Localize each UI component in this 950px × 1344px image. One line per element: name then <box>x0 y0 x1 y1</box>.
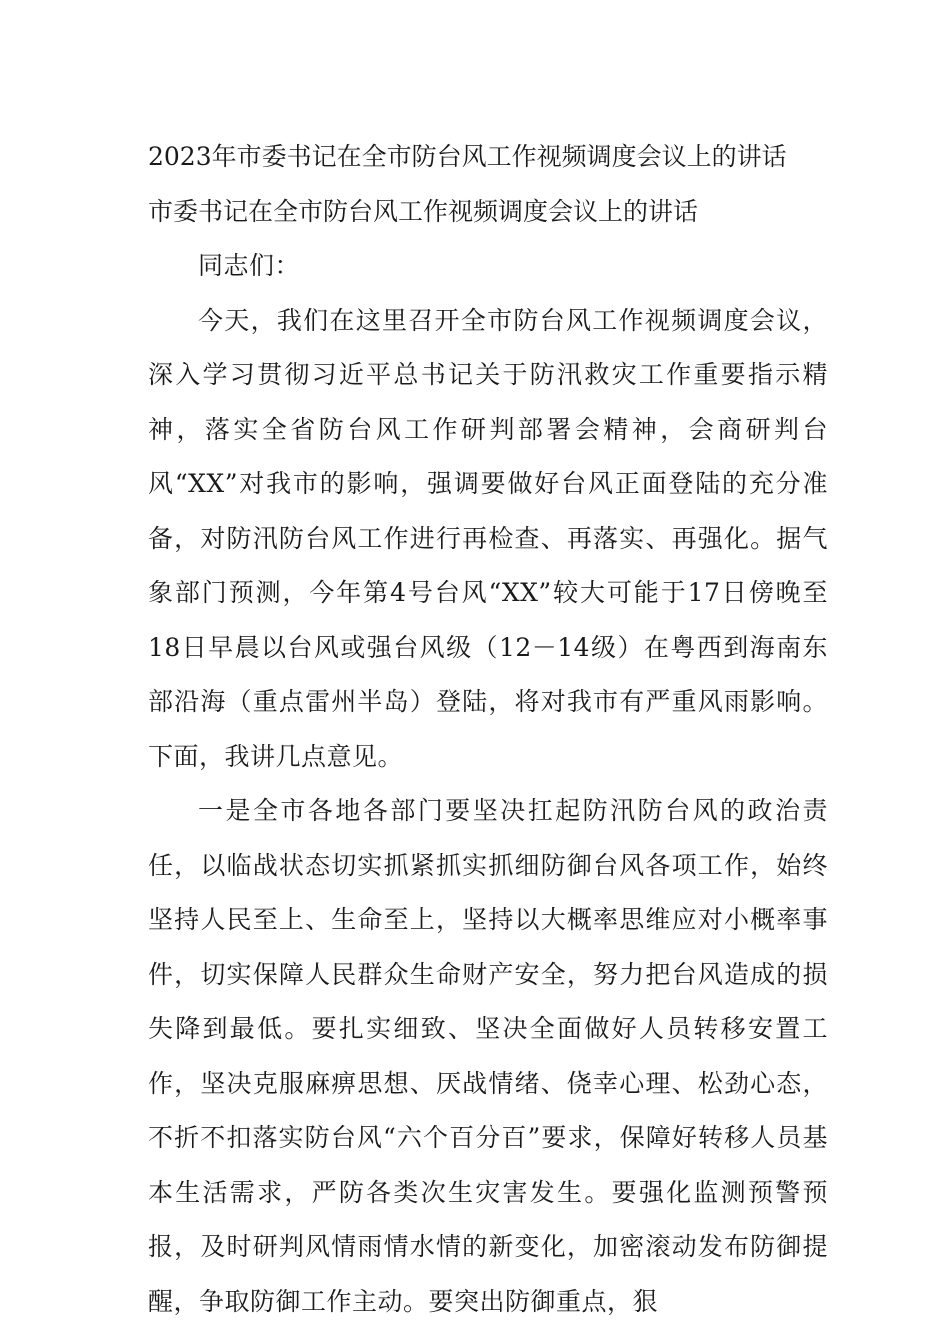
document-body <box>148 130 828 1329</box>
document-title: 2023年市委书记在全市防台风工作视频调度会议上的讲话 <box>148 142 787 171</box>
paragraph-point-one: 一是全市各地各部门要坚决扛起防汛防台风的政治责任，以临战状态切实抓紧抓实抓细防御台风各项工作，始终坚持人民至上、生命至上，坚持以大概率思维应对小概率事件，切实保障人民群众生命财产安全，努力把台风造成的损失降到最低。要扎实细致、坚决全面做好人员转移安置工作，坚决克服麻痹思想、厌战情绪、侥幸心理、松劲心态，不折不扣落实防台风“六个百分百”要求，保障好转移人员基本生活需求，严防各类次生灾害发生。要强化监测预警预报，及时研判风情雨情水情的新变化，加密滚动发布防御提醒，争取防御工作主动。要突出防御重点，狠 <box>148 796 828 1316</box>
salutation: 同志们： <box>198 251 301 280</box>
document-subtitle: 市委书记在全市防台风工作视频调度会议上的讲话 <box>148 196 699 226</box>
paragraph-intro: 今天，我们在这里召开全市防台风工作视频调度会议，深入学习贯彻习近平总书记关于防汛救灾工作重要指示精神，落实全省防台风工作研判部署会精神，会商研判台风“XX”对我市的影响，强调要做好台风正面登陆的充分准备，对防汛防台风工作进行再检查、再落实、再强化。据气象部门预测，今年第4号台风“XX”较大可能于17日傍晚至18日早晨以台风或强台风级（12－14级）在粤西到海南东部沿海（重点雷州半岛）登陆，将对我市有严重风雨影响。下面，我讲几点意见。 <box>148 305 828 771</box>
